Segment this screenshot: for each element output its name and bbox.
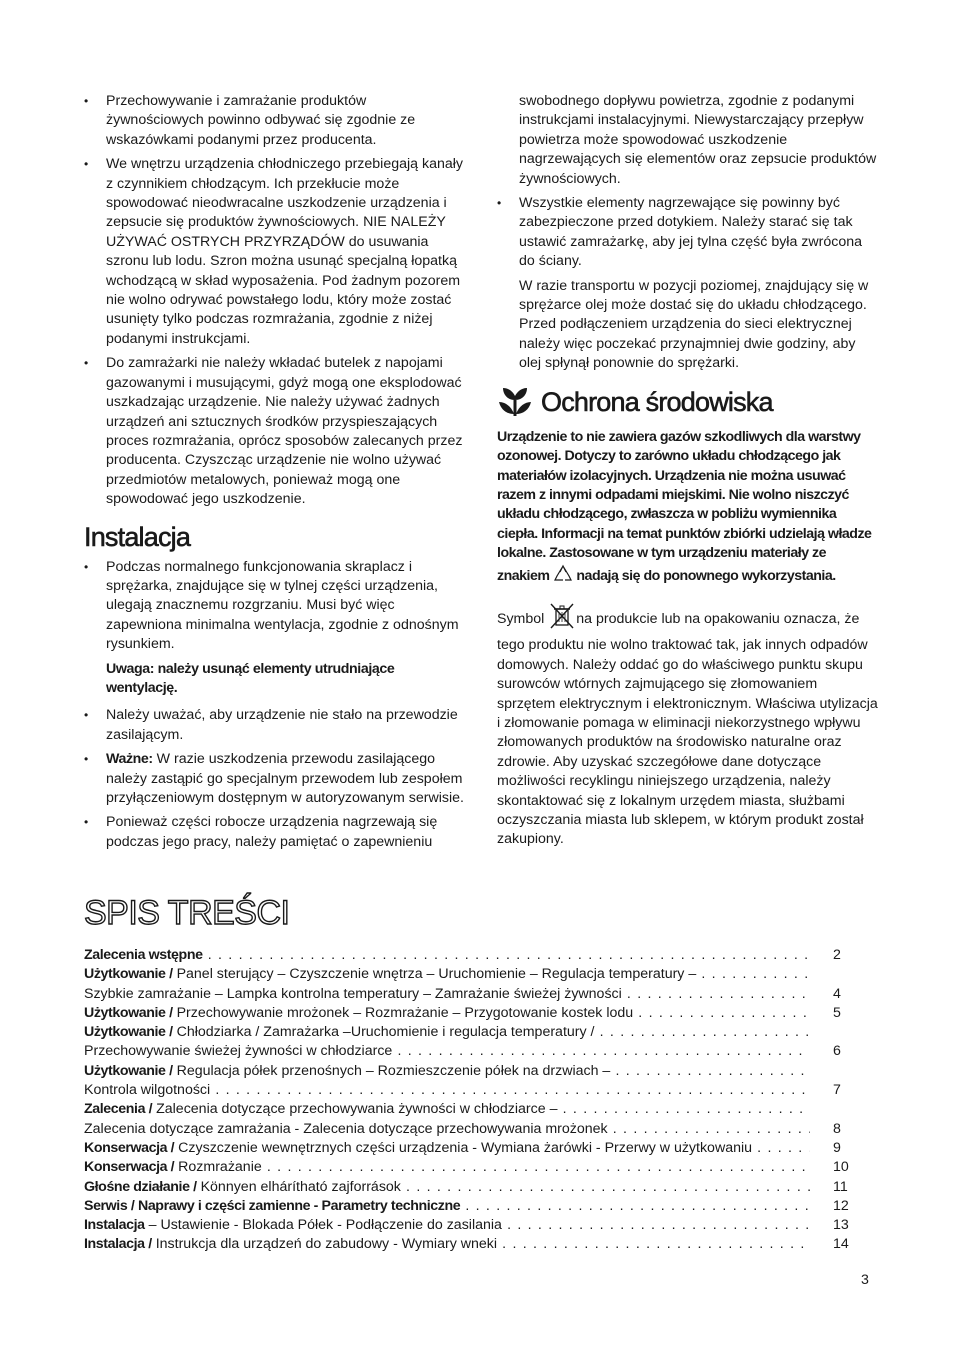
toc-entry-text: Chłodziarka / Zamrażarka –Uruchomienie i regulacja temperatury /	[172, 1024, 595, 1041]
installation-note: Uwaga: należy usunąć elementy utrudniające wentylację.	[106, 660, 395, 696]
toc-page-number: 4	[833, 985, 841, 1002]
toc-entry-text: Szybkie zamrażanie – Lampka kontrolna temperatury – Zamrażanie świeżej żywności	[84, 985, 622, 1002]
environment-bold-text	[497, 428, 879, 588]
toc-entry-text: Regulacja półek przenośnych – Rozmieszczenie półek na drzwiach –	[172, 1062, 611, 1079]
toc-entry-section: Użytkowanie /	[84, 966, 173, 983]
toc-row[interactable]	[84, 1216, 860, 1235]
installation-heading: Instalacja	[84, 521, 191, 552]
toc-row[interactable]	[84, 1081, 860, 1100]
toc-entry-section: Użytkowanie /	[84, 1024, 173, 1041]
list-item	[84, 750, 466, 808]
toc-entry	[84, 1139, 810, 1158]
safety-list	[84, 92, 466, 510]
flower-icon	[497, 386, 533, 418]
toc-page-number: 5	[833, 1004, 841, 1021]
toc-row[interactable]	[84, 1139, 860, 1158]
installation-list-2	[84, 706, 466, 852]
toc-entry-text: – Ustawienie - Blokada Półek - Podłączenie do zasilania	[144, 1217, 502, 1234]
table-of-contents	[84, 946, 860, 1255]
toc-entry-section: Konserwacja /	[84, 1159, 175, 1176]
installation-list	[84, 558, 466, 655]
toc-entry-text: Czyszczenie wewnętrznych części urządzenia - Wymiana żarówki - Przerwy w użytkowaniu	[174, 1139, 753, 1156]
toc-entry-section: Konserwacja /	[84, 1139, 175, 1156]
toc-page-number: 13	[833, 1217, 849, 1234]
symbol-word: Symbol	[497, 610, 545, 627]
weee-paragraph	[497, 602, 879, 850]
toc-row[interactable]	[84, 946, 860, 965]
page-number: 3	[861, 1272, 869, 1288]
toc-entry-section: Instalacja /	[84, 1236, 152, 1253]
environment-heading-row	[497, 386, 879, 418]
toc-entry	[84, 1004, 810, 1023]
toc-entry	[84, 1023, 810, 1042]
toc-entry	[84, 1100, 810, 1119]
toc-entry	[84, 1042, 810, 1061]
toc-row[interactable]	[84, 1158, 860, 1177]
important-label: Ważne:	[106, 751, 153, 768]
toc-entry	[84, 946, 810, 965]
list-item: • Podczas normalnego funkcjonowania skraplacz i sprężarka, znajdujące się w tylnej części urządzenia, ulegają znacznemu rozgrzaniu. Musi być więc zapewniona minimalna wentylacja, zgodnie z odnośnym rysunkiem.	[84, 558, 466, 655]
toc-entry	[84, 985, 810, 1004]
toc-entry-text: Instrukcja dla urządzeń do zabudowy - Wymiary wneki	[151, 1236, 498, 1253]
toc-entry-section: Użytkowanie /	[84, 1062, 173, 1079]
toc-entry	[84, 965, 810, 984]
toc-entry-section: Użytkowanie /	[84, 1004, 173, 1021]
crossed-bin-icon	[548, 602, 576, 636]
weee-text: na produkcie lub na opakowaniu oznacza, że tego produktu nie wolno traktować tak, jak innych odpadów domowych. Należy oddać go do właściwego punktu skupu surowców wtórnych zajmującego się złomowaniem sprzętem elektrycznym i elektronicznym. Właściwa utylizacja i złomowanie pomaga w eliminacji niekorzystnego wpływu złomowanych produktów na środowisko naturalne oraz zdrowie. Aby uzyskać szczegółowe dane dotyczące możliwości recyklingu niniejszego urządzenia, należy skontaktować się z lokalnym urzędem miasta, służbami oczyszczania miasta lub sklepem, w którym produkt został zakupiony.	[497, 610, 878, 848]
toc-row[interactable]	[84, 1004, 860, 1023]
toc-row[interactable]	[84, 1100, 860, 1119]
toc-row[interactable]	[84, 1197, 860, 1216]
toc-page-number: 9	[833, 1139, 841, 1156]
toc-entry	[84, 1216, 810, 1235]
toc-entry-text: Przechowywanie mrożonek – Rozmrażanie – Przygotowanie kostek lodu	[172, 1004, 634, 1021]
toc-entry	[84, 1197, 810, 1216]
toc-entry-section: Instalacja	[84, 1217, 145, 1234]
list-item: • Wszystkie elementy nagrzewające się powinny być zabezpieczone przed dotykiem. Należy starać się tak ustawić zamrażarkę, aby jej tylna część była zwrócona do ściany.	[497, 194, 879, 272]
env-text-part1: Urządzenie to nie zawiera gazów szkodliwych dla warstwy ozonowej. Dotyczy to zarówno układu chłodzącego jak materiałów izolacyjnych. Urządzenia nie można usuwać razem z innymi odpadami miejskimi. Nie wolno niszczyć układu chłodzącego, zwłaszcza w pobliżu wymiennika ciepła. Informacji na temat punktów zbiórki udzielają władze lokalne. Zastosowane w tym urządzeniu materiały ze znakiem	[497, 428, 872, 584]
toc-row[interactable]	[84, 1062, 860, 1081]
toc-entry	[84, 1062, 810, 1081]
list-item: • Ponieważ części robocze urządzenia nagrzewają się podczas jego pracy, należy pamiętać o zapewnieniu	[84, 813, 466, 852]
toc-entry-text: Przechowywanie świeżej żywności w chłodziarce	[84, 1043, 393, 1060]
toc-row[interactable]	[84, 1120, 860, 1139]
list-item: • Należy uważać, aby urządzenie nie stało na przewodzie zasilającym.	[84, 706, 466, 745]
toc-entry-section: Zalecenia /	[84, 1101, 153, 1118]
important-text: W razie uszkodzenia przewodu zasilającego należy zastąpić go specjalnym przewodem lub zespołem przyłączeniowym dostępnym w autoryzowanym serwisie.	[106, 751, 464, 806]
left-column	[84, 92, 466, 857]
toc-page-number: 6	[833, 1043, 841, 1060]
toc-page-number: 12	[833, 1197, 849, 1214]
list-item: • Przechowywanie i zamrażanie produktów żywnościowych powinno odbywać się zgodnie ze wskazówkami podanymi przez producenta.	[84, 92, 466, 150]
toc-entry-text: Könnyen elhárítható zajforrások	[196, 1178, 401, 1195]
toc-entry	[84, 1158, 810, 1177]
toc-row[interactable]	[84, 1042, 860, 1061]
toc-title: SPIS TREŚCI	[84, 894, 290, 932]
toc-page-number: 11	[833, 1178, 848, 1195]
toc-entry	[84, 1081, 810, 1100]
toc-entry-text: Kontrola wilgotności	[84, 1082, 211, 1099]
toc-entry	[84, 1120, 810, 1139]
toc-row[interactable]	[84, 1178, 860, 1197]
toc-page-number: 2	[833, 947, 841, 963]
toc-entry	[84, 1235, 810, 1254]
toc-entry	[84, 1178, 810, 1197]
toc-page-number: 8	[833, 1120, 841, 1137]
toc-row[interactable]	[84, 1235, 860, 1254]
toc-page-number: 14	[833, 1236, 849, 1253]
env-text-part2: nadają się do ponownego wykorzystania.	[572, 567, 836, 584]
list-item: • We wnętrzu urządzenia chłodniczego przebiegają kanały z czynnikiem chłodzącym. Ich przekłucie może spowodować nieodwracalne uszkodzenie urządzenia i zepsucie się produktów żywnościowych. NIE NALEŻY UŻYWAĆ OSTRYCH PRZYRZĄDÓW do usuwania szronu lub lodu. Szron można usunąć specjalną łopatką wchodzącą w skład wyposażenia. Pod żadnym pozorem nie wolno odrywać powstałego lodu, który może zostać usunięty tylko podczas rozmrażania, zgodnie z niżej podanymi instrukcjami.	[84, 155, 466, 349]
toc-entry-section: Głośne działanie /	[84, 1178, 197, 1195]
toc-row[interactable]	[84, 985, 860, 1004]
toc-row[interactable]	[84, 965, 860, 984]
right-column	[497, 92, 879, 850]
toc-entry-section: Zalecenia wstępne	[84, 947, 203, 963]
list-item: • Do zamrażarki nie należy wkładać butelek z napojami gazowanymi i musującymi, gdyż mogą one eksplodować uszkadzając urządzenie. Nie należy używać żadnych urządzeń ani sztucznych środków przyspieszających proces rozmrażania, oprócz sposobów zalecanych przez producenta. Czyszcząc urządzenie nie wolno używać przedmiotów metalowych, ponieważ mogą one spowodować jego uszkodzenie.	[84, 354, 466, 509]
toc-entry-section: Serwis / Naprawy i części zamienne - Parametry techniczne	[84, 1197, 461, 1214]
heating-list	[497, 194, 879, 272]
recycle-icon	[553, 564, 573, 588]
continued-text: swobodnego dopływu powietrza, zgodnie z podanymi instrukcjami instalacyjnymi. Niewystarczający przepływ powietrza może spowodować uszkodzenie nagrzewających się elementów oraz zepsucie produktów żywnościowych.	[519, 93, 877, 187]
toc-entry-text: Zalecenia dotyczące zamrażania - Zalecenia dotyczące przechowywania mrożonek	[84, 1120, 608, 1137]
transport-text: W razie transportu w pozycji poziomej, znajdujący się w sprężarce olej może dostać się do układu chłodzącego. Przed podłączeniem urządzenia do sieci elektrycznej należy więc poczekać przynajmniej dwie godziny, aby olej spłynął ponownie do sprężarki.	[519, 277, 869, 372]
toc-row[interactable]	[84, 1023, 860, 1042]
toc-page-number: 7	[833, 1082, 841, 1099]
toc-entry-text: Rozmrażanie	[174, 1159, 262, 1176]
toc-page-number: 10	[833, 1159, 849, 1176]
environment-heading: Ochrona środowiska	[541, 386, 773, 417]
toc-entry-text: Zalecenia dotyczące przechowywania żywności w chłodziarce –	[152, 1101, 558, 1118]
toc-entry-text: Panel sterujący – Czyszczenie wnętrza – Uruchomienie – Regulacja temperatury –	[172, 966, 697, 983]
